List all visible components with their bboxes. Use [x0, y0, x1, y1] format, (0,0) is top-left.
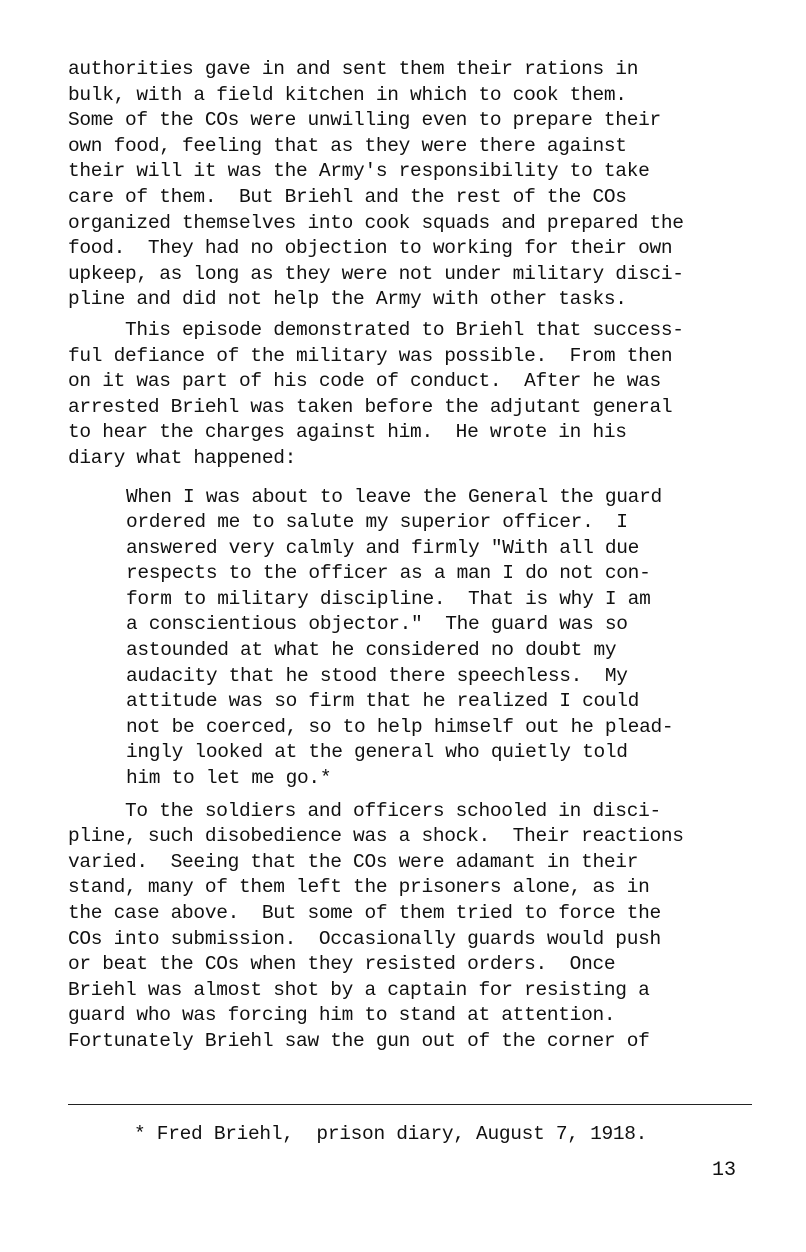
page-number: 13 — [712, 1159, 737, 1182]
quote-line: not be coerced, so to help himself out he plead- — [126, 715, 674, 738]
text-line: authorities gave in and sent them their rations in — [68, 58, 639, 80]
text-line: COs into submission. Occasionally guards would push — [68, 927, 661, 950]
text-line: pline and did not help the Army with other tasks. — [68, 288, 627, 311]
quote-line: a conscientious objector." The guard was so — [126, 613, 628, 636]
paragraph — [68, 57, 758, 313]
text-line: own food, feeling that as they were there against — [68, 134, 627, 157]
quote-line: audacity that he stood there speechless. My — [126, 664, 628, 687]
quote-line: astounded at what he considered no doubt my — [126, 639, 617, 662]
footnote-divider — [68, 1104, 752, 1105]
text-line: guard who was forcing him to stand at attention. — [68, 1004, 616, 1027]
text-line: or beat the COs when they resisted orders. Once — [68, 953, 616, 976]
text-line: to hear the charges against him. He wrote in his — [68, 421, 627, 444]
text-line: diary what happened: — [68, 446, 297, 469]
text-line: care of them. But Briehl and the rest of the COs — [68, 185, 627, 208]
quote-line: When I was about to leave the General the guard — [126, 485, 662, 508]
text-line: their will it was the Army's responsibility to take — [68, 160, 650, 183]
text-line: To the soldiers and officers schooled in disci- — [68, 799, 661, 822]
text-line: pline, such disobedience was a shock. Their reactions — [68, 825, 684, 848]
body-text — [68, 57, 758, 1055]
text-line: arrested Briehl was taken before the adjutant general — [68, 395, 673, 418]
text-line: stand, many of them left the prisoners alone, as in — [68, 876, 650, 899]
text-line: upkeep, as long as they were not under military disci- — [68, 262, 684, 285]
text-line: Some of the COs were unwilling even to prepare their — [68, 109, 661, 132]
text-line: This episode demonstrated to Briehl that success- — [68, 318, 684, 341]
text-line: the case above. But some of them tried to force the — [68, 902, 661, 924]
text-line: Briehl was almost shot by a captain for resisting a — [68, 978, 650, 1001]
text-line: ful defiance of the military was possible. From then — [68, 344, 673, 367]
quote-line: respects to the officer as a man I do not con- — [126, 562, 651, 585]
footnote: * Fred Briehl, prison diary, August 7, 1918. — [134, 1123, 648, 1145]
text-line: food. They had no objection to working for their own — [68, 237, 673, 260]
text-line: Fortunately Briehl saw the gun out of the corner of — [68, 1029, 650, 1052]
paragraph — [68, 318, 758, 472]
text-line: varied. Seeing that the COs were adamant in their — [68, 850, 639, 873]
quote-line: form to military discipline. That is why I am — [126, 587, 651, 610]
quote-line: attitude was so firm that he realized I could — [126, 690, 640, 713]
text-line: organized themselves into cook squads and prepared the — [68, 211, 684, 234]
quote-line: answered very calmly and firmly "With all due — [126, 536, 640, 559]
paragraph-gap — [68, 472, 758, 485]
quote-line: him to let me go.* — [126, 767, 332, 790]
block-quote — [126, 485, 758, 792]
text-line: bulk, with a field kitchen in which to cook them. — [68, 83, 627, 106]
quote-line: ingly looked at the general who quietly told — [126, 741, 628, 764]
quote-line: ordered me to salute my superior officer. I — [126, 511, 628, 534]
paragraph-gap — [68, 792, 758, 799]
paragraph — [68, 799, 758, 1055]
text-line: on it was part of his code of conduct. After he was — [68, 370, 661, 393]
